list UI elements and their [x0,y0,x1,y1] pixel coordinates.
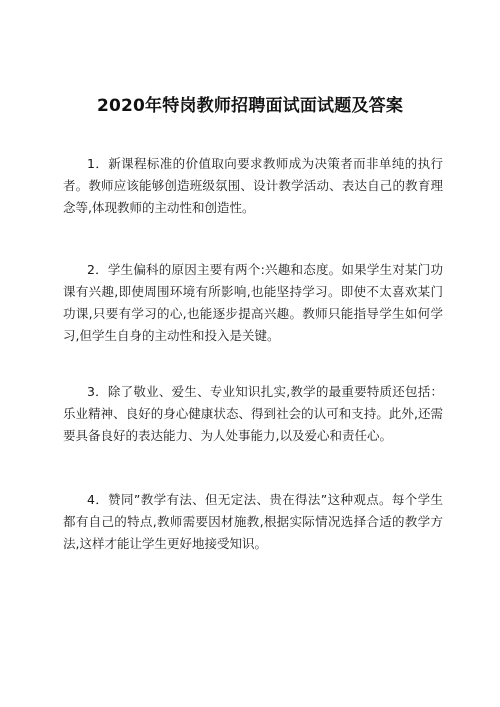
document-title: 2020年特岗教师招聘面试面试题及答案 [96,96,404,116]
answer-paragraph-4: 4．赞同”教学有法、但无定法、贵在得法”这种观点。每个学生都有自己的特点,教师需要因材施教,根据实际情况选择合适的教学方法,这样才能让学生更好地接受知识。 [63,492,443,551]
answer-paragraph-2: 2．学生偏科的原因主要有两个:兴趣和态度。如果学生对某门功课有兴趣,即使周围环境有所影响,也能坚持学习。即使不太喜欢某门功课,只要有学习的心,也能逐步提高兴趣。教师只能指导学生如何学习,但学生自身的主动性和投入是关键。 [63,262,443,343]
answer-paragraph-3: 3．除了敬业、爱生、专业知识扎实,教学的最重要特质还包括：乐业精神、良好的身心健康状态、得到社会的认可和支持。此外,还需要具备良好的表达能力、为人处事能力,以及爱心和责任心。 [63,384,443,443]
answer-paragraph-1: 1．新课程标准的价值取向要求教师成为决策者而非单纯的执行者。教师应该能够创造班级氛围、设计教学活动、表达自己的教育理念等,体现教师的主动性和创造性。 [63,156,443,215]
